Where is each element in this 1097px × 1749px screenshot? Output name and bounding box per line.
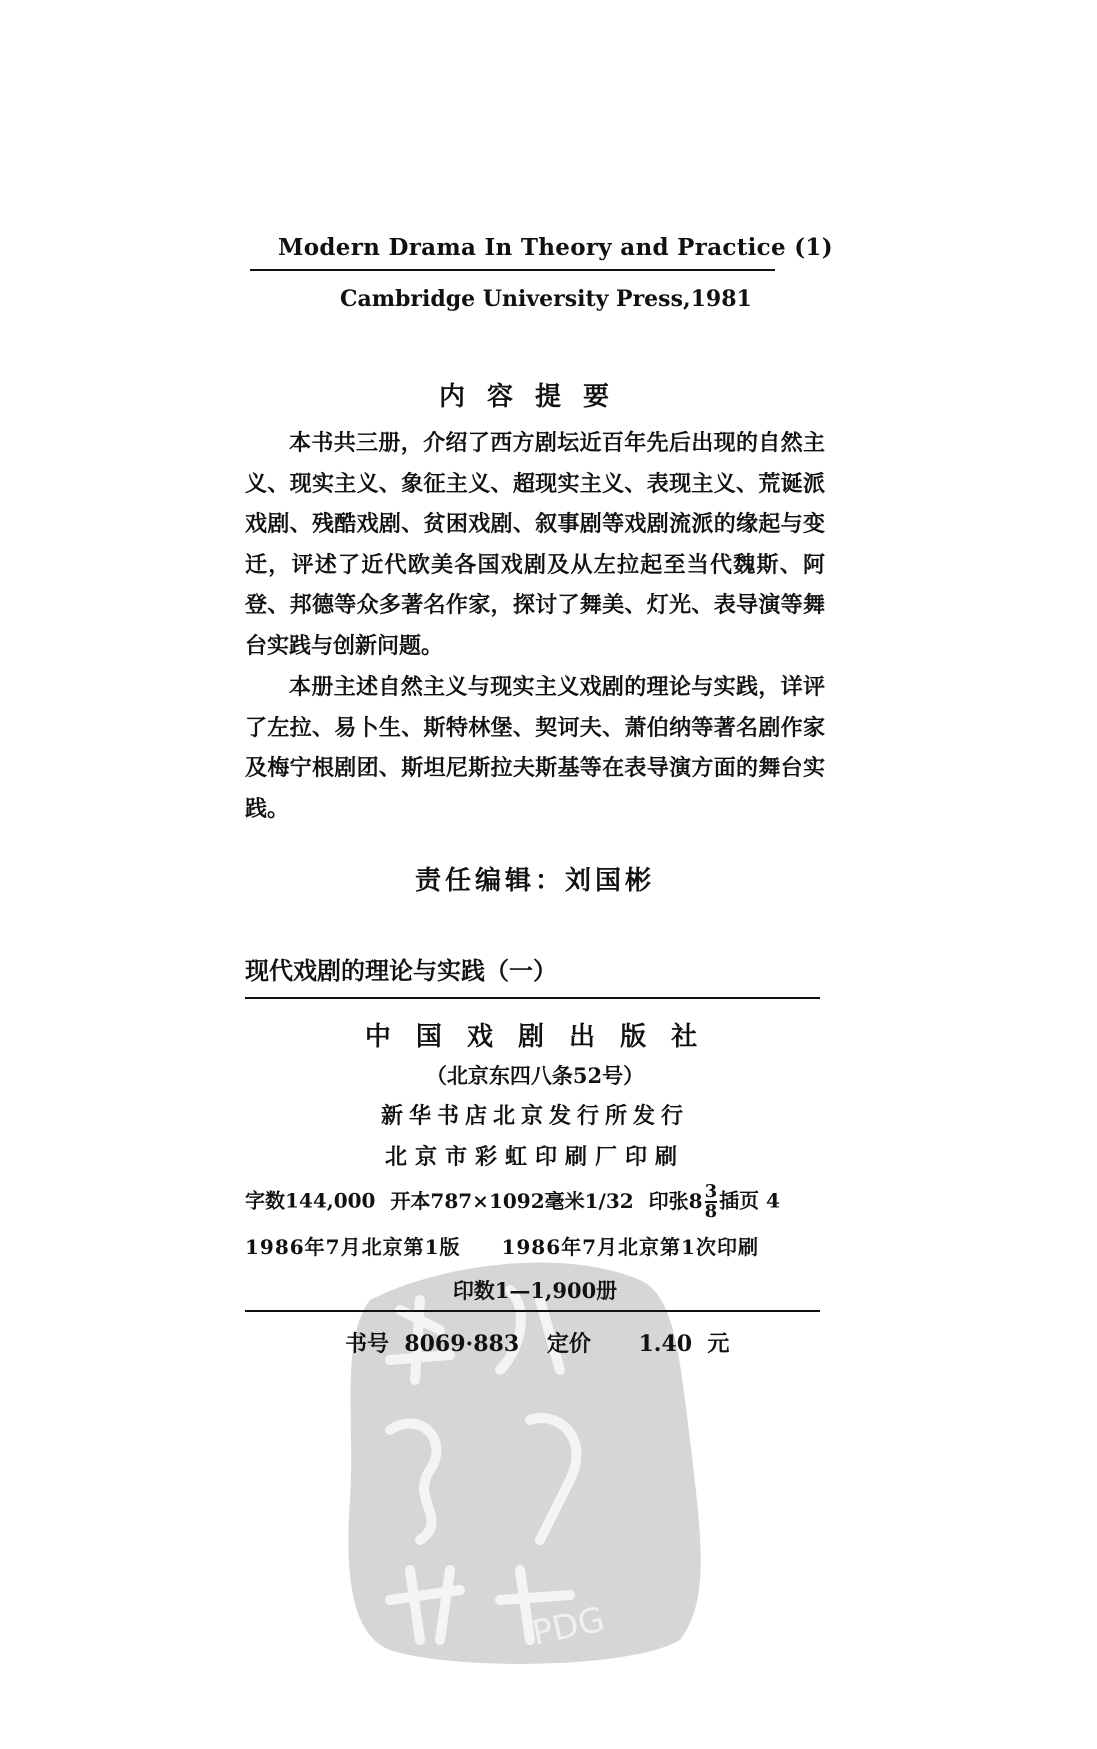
price-value: 1.40 元 bbox=[638, 1331, 730, 1357]
colophon-bottom-rule bbox=[245, 1310, 820, 1312]
english-title: Modern Drama In Theory and Practice (1) bbox=[278, 234, 833, 261]
english-title-rule bbox=[250, 269, 775, 271]
book-format: 开本787×1092毫米1/32 bbox=[390, 1188, 634, 1213]
publisher-address: （北京东四八条52号） bbox=[425, 1063, 645, 1088]
abstract-paragraph-1-text: 本书共三册，介绍了西方剧坛近百年先后出现的自然主义、现实主义、象征主义、超现实主义、表现主义、荒诞派戏剧、残酷戏剧、贫困戏剧、叙事剧等戏剧流派的缘起与变迁，评述了近代欧美各国戏剧及从左拉起至当代魏斯、阿登、邦德等众多著名作家，探讨了舞美、灯光、表导演等舞台实践与创新问题。 bbox=[245, 430, 825, 659]
distributor: 新华书店北京发行所发行 bbox=[380, 1103, 689, 1129]
printer: 北京市彩虹印刷厂印刷 bbox=[384, 1144, 685, 1170]
responsible-editor: 责任编辑：刘国彬 bbox=[414, 866, 655, 896]
specs-line bbox=[245, 1183, 825, 1221]
print-run: 印数1—1,900册 bbox=[452, 1278, 618, 1303]
sheets-fraction bbox=[705, 1183, 718, 1221]
chinese-title: 现代戏剧的理论与实践（一） bbox=[245, 956, 557, 985]
abstract-paragraph-1 bbox=[245, 423, 825, 666]
publisher-name: 中 国 戏 剧 出 版 社 bbox=[364, 1022, 706, 1052]
book-number: 书号 8069·883 bbox=[345, 1331, 520, 1357]
sheets-fraction-denominator: 8 bbox=[704, 1201, 718, 1222]
word-count: 字数144,000 bbox=[245, 1188, 376, 1213]
pdg-mark: PDG bbox=[528, 1599, 609, 1654]
colophon-top-rule bbox=[245, 997, 820, 999]
abstract-paragraph-2-text: 本册主述自然主义与现实主义戏剧的理论与实践，详评了左拉、易卜生、斯特林堡、契诃夫、萧伯纳等著名剧作家及梅宁根剧团、斯坦尼斯拉夫斯基等在表导演方面的舞台实践。 bbox=[245, 674, 825, 822]
abstract-paragraph-2 bbox=[245, 667, 825, 829]
abstract-heading: 内容提要 bbox=[438, 382, 631, 412]
english-publisher: Cambridge University Press,1981 bbox=[340, 286, 752, 312]
price-label: 定价 bbox=[546, 1331, 591, 1357]
plates: 插页 4 bbox=[719, 1188, 780, 1213]
printing: 1986年7月北京第1次印刷 bbox=[501, 1235, 759, 1259]
edition: 1986年7月北京第1版 bbox=[245, 1235, 461, 1259]
edition-line bbox=[245, 1231, 825, 1260]
price-line bbox=[345, 1327, 729, 1358]
sheets-fraction-numerator: 3 bbox=[704, 1181, 718, 1202]
printed-sheets: 印张8 bbox=[648, 1188, 703, 1213]
